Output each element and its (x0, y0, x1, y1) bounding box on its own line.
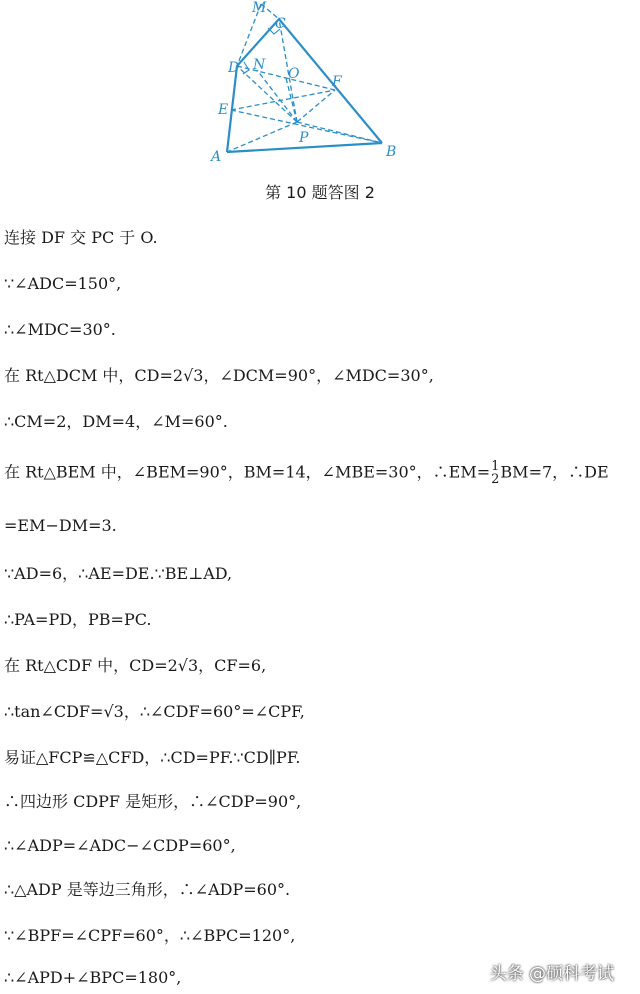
solution-line-17: ∴∠APD+∠BPC=180°, (4, 968, 182, 987)
label-m: M (252, 0, 267, 16)
label-b: B (386, 144, 397, 160)
label-e: E (218, 102, 229, 118)
solution-line-14: ∴∠ADP=∠ADC−∠CDP=60°, (4, 836, 236, 855)
solution-line-4: 在 Rt△DCM 中，CD=2√3，∠DCM=90°，∠MDC=30°, (4, 366, 434, 385)
solution-line-6-tail: BM=7，∴DE (500, 462, 609, 482)
label-n: N (253, 57, 266, 73)
solution-line-1: 连接 DF 交 PC 于 O. (4, 228, 158, 247)
label-c: C (275, 16, 286, 32)
solution-line-2: ∵∠ADC=150°, (4, 274, 122, 293)
solution-line-6-text: 在 Rt△BEM 中，∠BEM=90°，BM=14，∠MBE=30°，∴EM= (4, 462, 491, 482)
fraction-denominator: 2 (491, 472, 500, 487)
solution-line-10: 在 Rt△CDF 中，CD=2√3，CF=6, (4, 656, 267, 675)
label-p: P (299, 130, 309, 146)
label-o: O (288, 66, 300, 82)
solution-line-13: ∴四边形 CDPF 是矩形，∴∠CDP=90°, (4, 792, 302, 811)
fraction-numerator: 1 (491, 459, 500, 474)
label-a: A (211, 149, 222, 165)
solution-line-6 (4, 460, 609, 486)
figure-caption: 第 10 题答图 2 (265, 183, 375, 202)
dash-e-f (231, 90, 335, 110)
solution-line-8: ∵AD=6，∴AE=DE.∵BE⊥AD, (4, 564, 233, 583)
solution-line-9: ∴PA=PD，PB=PC. (4, 610, 152, 629)
dash-p-f (297, 90, 335, 122)
solution-line-3: ∴∠MDC=30°. (4, 320, 116, 339)
label-f: F (332, 74, 342, 90)
dash-p-b (297, 122, 382, 143)
solution-line-11: ∴tan∠CDF=√3，∴∠CDF=60°=∠CPF, (4, 702, 305, 721)
fraction-one-half (491, 460, 499, 486)
solution-line-7: =EM−DM=3. (4, 516, 117, 535)
solution-line-5: ∴CM=2，DM=4，∠M=60°. (4, 412, 228, 431)
solution-line-15: ∴△ADP 是等边三角形，∴∠ADP=60°. (4, 880, 291, 899)
solution-line-16: ∵∠BPF=∠CPF=60°，∴∠BPC=120°, (4, 926, 296, 945)
label-d: D (228, 60, 240, 76)
solution-line-12: 易证△FCP≌△CFD，∴CD=PF.∵CD∥PF. (4, 748, 301, 767)
watermark: 头条 @硕科考试 (489, 964, 614, 984)
geometry-figure (200, 0, 400, 172)
